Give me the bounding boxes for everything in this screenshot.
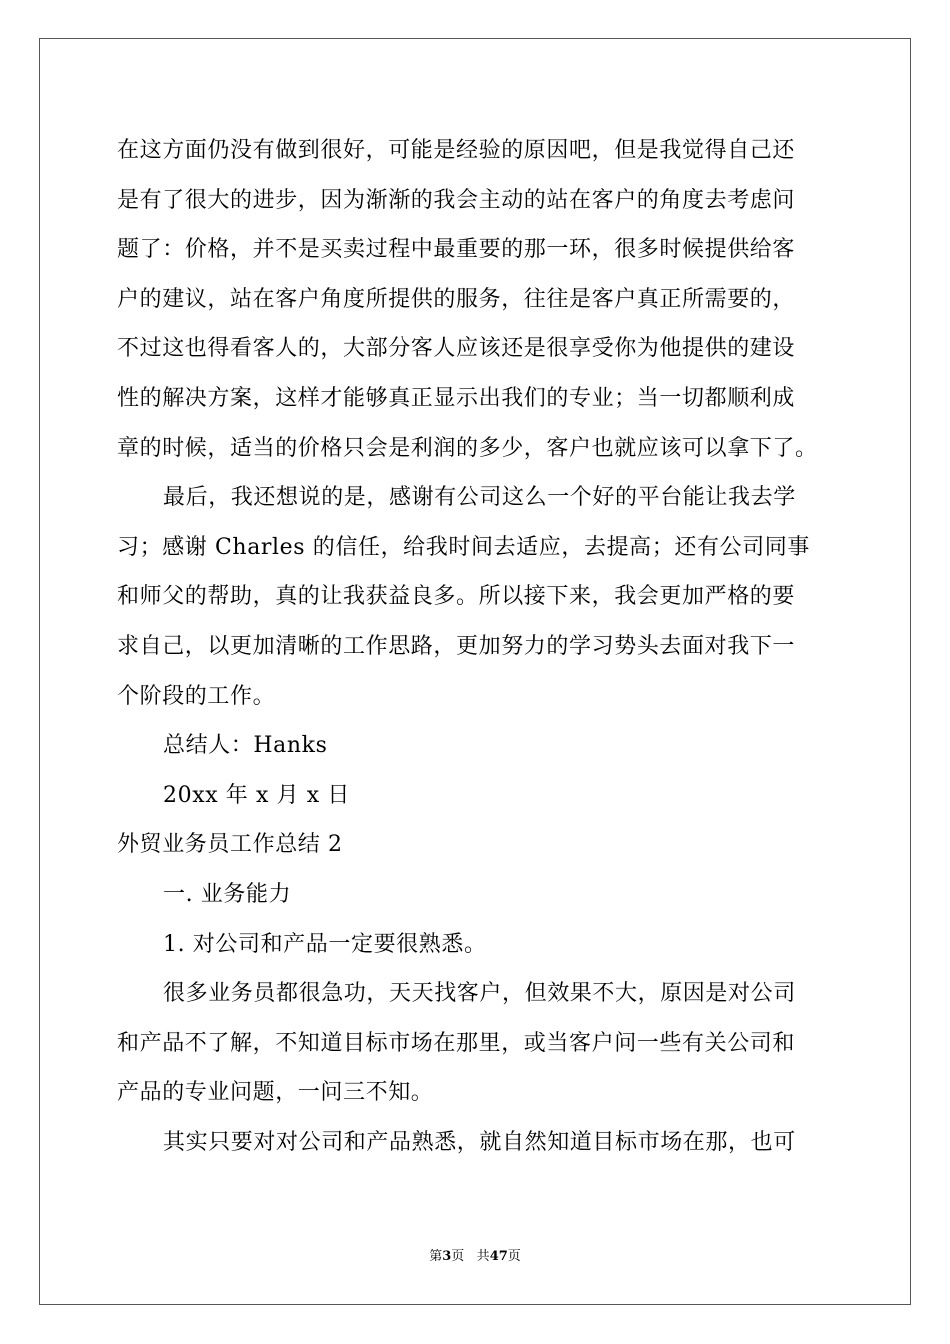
total-prefix: 共 (476, 1249, 490, 1264)
total-suffix: 页 (507, 1249, 521, 1264)
text-line: 在这方面仍没有做到很好，可能是经验的原因吧，但是我觉得自己还 (117, 138, 796, 163)
total-pages: 47 (489, 1249, 508, 1264)
page-footer (0, 1248, 950, 1266)
document-body (117, 126, 837, 1167)
text-line: 章的时候，适当的价格只会是利润的多少，客户也就应该可以拿下了。 (117, 435, 818, 461)
text-line: 是有了很大的进步，因为渐渐的我会主动的站在客户的角度去考虑问 (117, 187, 796, 213)
page-number: 3 (442, 1249, 452, 1264)
text-line: 求自己，以更加清晰的工作思路，更加努力的学习势头去面对我下一 (117, 633, 796, 659)
section-title: 外贸业务员工作总结 2 (117, 832, 343, 858)
text-line: 产品的专业问题，一问三不知。 (117, 1080, 434, 1106)
signature-line: 总结人：Hanks (163, 733, 328, 759)
text-line: 习；感谢 Charles 的信任，给我时间去适应，去提高；还有公司同事 (117, 534, 810, 560)
paragraph-start-line: 很多业务员都很急功，天天找客户，但效果不大，原因是对公司 (163, 981, 796, 1007)
date-line: 20xx 年 x 月 x 日 (163, 782, 350, 808)
subsection-heading: 1. 对公司和产品一定要很熟悉。 (163, 931, 487, 957)
text-line: 个阶段的工作。 (117, 683, 276, 709)
text-line: 性的解决方案，这样才能够真正显示出我们的专业；当一切都顺利成 (117, 385, 796, 411)
page-prefix: 第 (429, 1249, 443, 1264)
text-line: 不过这也得看客人的，大部分客人应该还是很享受你为他提供的建设 (117, 336, 796, 362)
text-line: 和师父的帮助，真的让我获益良多。所以接下来，我会更加严格的要 (117, 584, 796, 610)
page-suffix: 页 (451, 1249, 465, 1264)
text-line: 户的建议，站在客户角度所提供的服务，往往是客户真正所需要的， (117, 286, 796, 312)
paragraph-start-line: 最后，我还想说的是，感谢有公司这么一个好的平台能让我去学 (163, 485, 796, 511)
text-line: 和产品不了解，不知道目标市场在那里，或当客户问一些有关公司和 (117, 1030, 796, 1056)
section-heading: 一. 业务能力 (163, 881, 292, 907)
paragraph-start-line: 其实只要对对公司和产品熟悉，就自然知道目标市场在那，也可 (163, 1129, 796, 1155)
text-line: 题了：价格，并不是买卖过程中最重要的那一环，很多时候提供给客 (117, 237, 796, 263)
